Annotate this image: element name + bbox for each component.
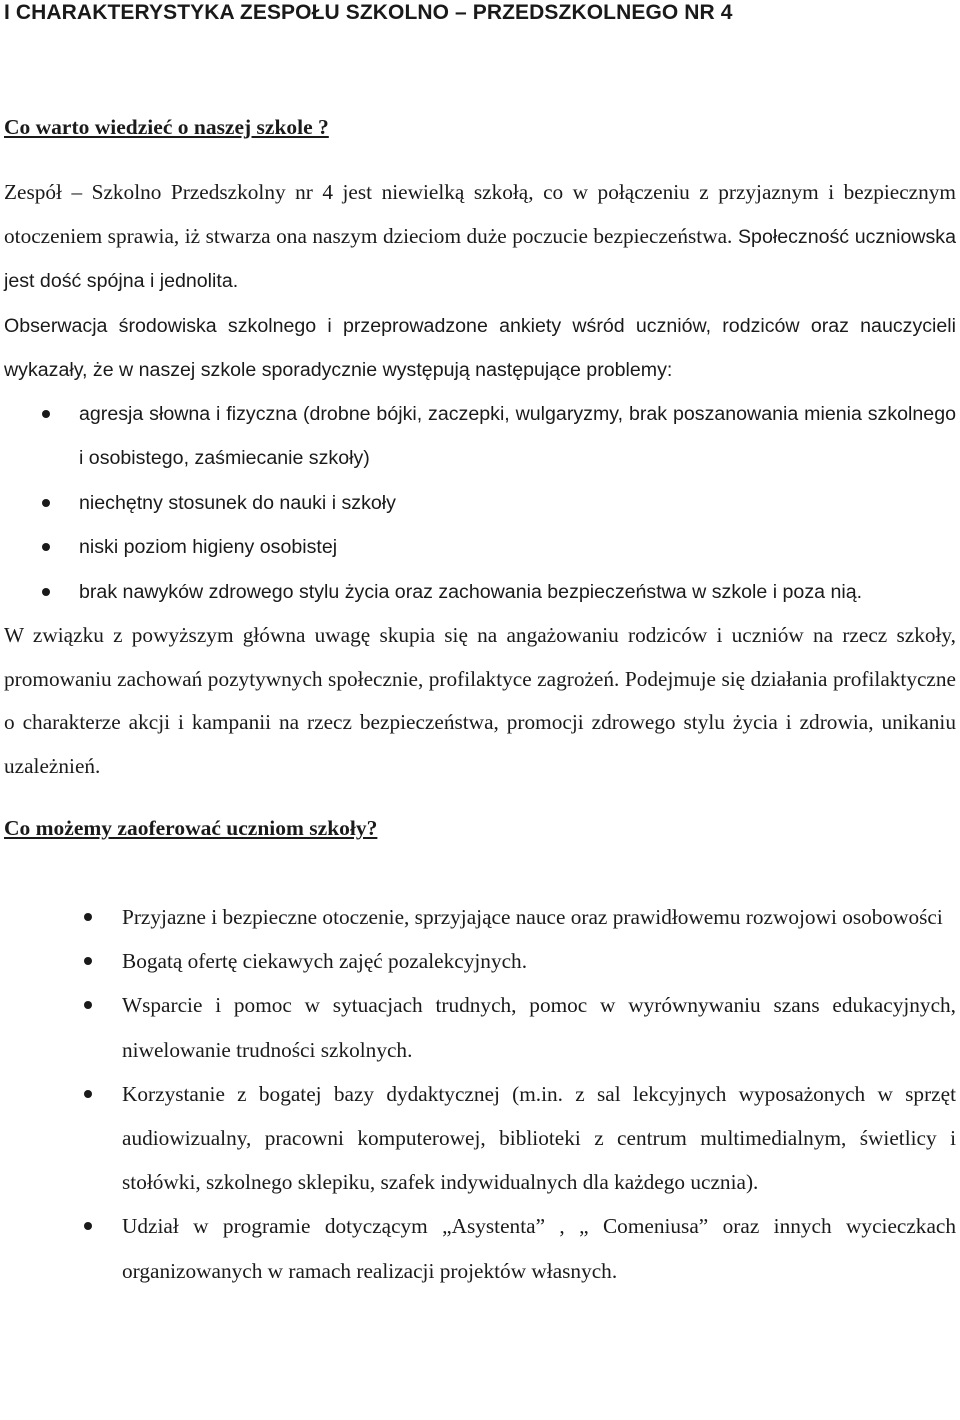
observation-paragraph: Obserwacja środowiska szkolnego i przeprowadzone ankiety wśród uczniów, rodziców oraz nauczycieli wykazały, że w naszej szkole sporadycznie występują następujące problemy:: [4, 314, 956, 381]
list-item: [4, 525, 956, 570]
list-item: [4, 481, 956, 526]
offer-text: Przyjazne i bezpieczne otoczenie, sprzyjające nauce oraz prawidłowemu rozwojowi osobowości: [122, 905, 943, 929]
problem-text: agresja słowna i fizyczna (drobne bójki, zaczepki, wulgaryzmy, brak poszanowania mienia szkolnego i osobistego, zaśmiecanie szkoły): [79, 402, 956, 469]
bullet-icon: [84, 913, 92, 921]
list-item: [4, 939, 956, 983]
offer-text: Wsparcie i pomoc w sytuacjach trudnych, pomoc w wyrównywaniu szans edukacyjnych, niwelowanie trudności szkolnych.: [122, 993, 956, 1062]
list-item: [4, 1204, 956, 1292]
intro-serif-text: Zespół – Szkolno Przedszkolny nr 4 jest niewielką szkołą, co w połączeniu z przyjaznym i bezpiecznym otoczeniem sprawia, iż stwarza ona naszym dzieciom duże poczucie bezpieczeństwa.: [4, 180, 956, 248]
intro-paragraph: [4, 171, 956, 304]
section-heading-offer: Co możemy zaoferować uczniom szkoły?: [4, 816, 378, 840]
bullet-icon: [42, 499, 50, 507]
problem-text: niski poziom higieny osobistej: [79, 536, 338, 558]
offer-text: Korzystanie z bogatej bazy dydaktycznej (m.in. z sal lekcyjnych wyposażonych w sprzęt audiowizualny, pracowni komputerowej, biblioteki z centrum multimedialnym, świetlicy i stołówki, szkolnego sklepiku, szafek indywidualnych dla każdego ucznia).: [122, 1081, 956, 1195]
list-item: [4, 1072, 956, 1205]
response-paragraph: W związku z powyższym główna uwagę skupia się na angażowaniu rodziców i uczniów na rzecz szkoły, promowaniu zachowań pozytywnych społecznie, profilaktyce zagrożeń. Podejmuje się działania profilaktyczne o charakterze akcji i kampanii na rzecz bezpieczeństwa, promocji zdrowego stylu życia i zdrowia, unikaniu uzależnień.: [4, 623, 956, 778]
bullet-icon: [42, 543, 50, 551]
problems-list: [4, 392, 956, 615]
bullet-icon: [84, 1222, 92, 1230]
document-title: I CHARAKTERYSTYKA ZESPOŁU SZKOLNO – PRZEDSZKOLNEGO NR 4: [4, 1, 733, 24]
list-item: [4, 895, 956, 939]
problem-text: niechętny stosunek do nauki i szkoły: [79, 491, 396, 514]
bullet-icon: [84, 957, 92, 965]
offers-list: [4, 895, 956, 1293]
list-item: [4, 570, 956, 615]
problem-text: brak nawyków zdrowego stylu życia oraz zachowania bezpieczeństwa w szkole i poza nią.: [79, 580, 863, 603]
bullet-icon: [84, 1001, 92, 1009]
bullet-icon: [42, 588, 50, 596]
document-page: [4, 0, 956, 1293]
list-item: [4, 983, 956, 1071]
list-item: [4, 392, 956, 481]
offer-text: Udział w programie dotyczącym „Asystenta” , „ Comeniusa” oraz innych wycieczkach organizowanych w ramach realizacji projektów własnych.: [122, 1214, 956, 1283]
bullet-icon: [84, 1090, 92, 1098]
offer-text: Bogatą ofertę ciekawych zajęć pozalekcyjnych.: [122, 949, 528, 974]
section-heading-about: Co warto wiedzieć o naszej szkole ?: [4, 115, 329, 139]
intro-sans-text: Społeczność uczniowska jest dość spójna i jednolita.: [4, 225, 956, 292]
bullet-icon: [42, 410, 50, 418]
